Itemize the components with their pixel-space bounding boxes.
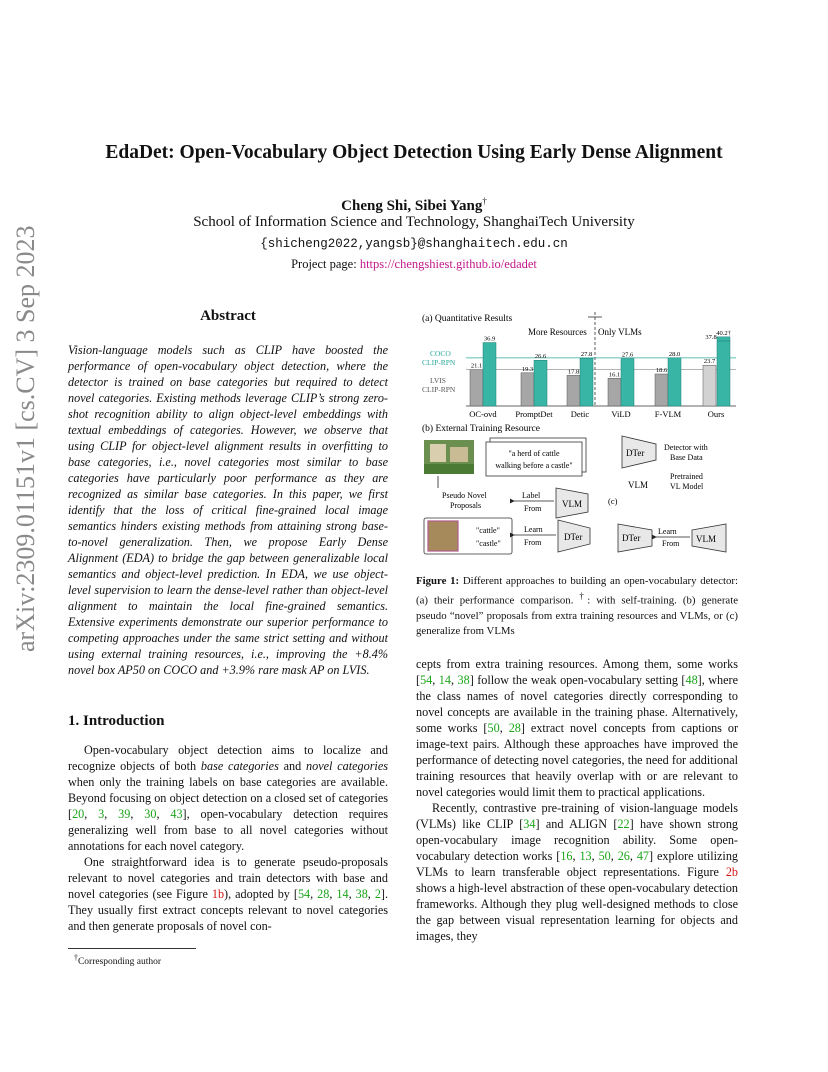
legend-coco-2: CLIP-RPN [422, 358, 456, 367]
footnote-rule [68, 948, 196, 949]
citation-link[interactable]: 38 [355, 887, 368, 901]
bar-chart [466, 330, 736, 419]
citation-link[interactable]: 47 [636, 849, 650, 863]
right-paragraph-2: Recently, contrastive pre-training of vision-language models (VLMs) like CLIP [34] and ALIGN [22] have shown strong open-vocabulary image recognition ability. Some open-vocabulary detection works [16, 13, 50, 26, 47] explore utilizing VLMs to learn transferable object representations. Figure 2b shows a high-level abstraction of these open-vocabulary detection frameworks. Although they plug well-designed methods to close the gap between visual representation learning for objects and images, they [416, 801, 739, 943]
category-label-2: Detic [570, 409, 590, 419]
more-resources-label: More Resources [528, 327, 587, 337]
bar-lvis-1 [521, 373, 534, 406]
label-lvis-1: 19.3 [521, 365, 534, 373]
label-lvis-4: 18.6 [655, 367, 668, 375]
pseudo-label-2: Proposals [450, 501, 482, 510]
castle-word: "castle" [476, 539, 501, 548]
legend-lvis-2: CLIP-RPN [422, 385, 456, 394]
citation-link[interactable]: 2 [374, 887, 381, 901]
learn-from-c-2: From [662, 539, 680, 548]
author-list [0, 196, 828, 215]
bar-lvis-2 [567, 375, 580, 406]
right-paragraph-1: cepts from extra training resources. Among them, some works [54, 14, 38] follow the weak open-vocabulary setting [48], where the class names of novel categories directly corresponding to novel concepts are available in the training phase. Alternatively, some works [50, 28] extract novel concepts from captions or image-text pairs. Although these approaches have improved the performance of detecting novel categories, the need for additional training resources that heavily overlap with or are relevant to novel categories would limit them to practical applications. [416, 657, 739, 799]
bar-lvis-3 [608, 378, 621, 406]
arxiv-stamp-text: arXiv:2309.01151v1 [cs.CV] 3 Sep 2023 [11, 225, 40, 652]
bar-coco-3 [621, 359, 634, 406]
bar-coco-2 [580, 358, 593, 406]
author-names: Cheng Shi, Sibei Yang [341, 198, 483, 214]
label-coco-4: 28.0 [668, 350, 681, 358]
vlm-label-c: VLM [696, 534, 716, 544]
project-page-line [0, 257, 828, 272]
citation-link[interactable]: 16 [560, 849, 573, 863]
caption-line-2: walking before a castle" [495, 461, 573, 470]
vlm-label-b: VLM [562, 499, 582, 509]
legend-dter-2: Base Data [670, 453, 703, 462]
label-lvis-5: 23.7 [703, 358, 716, 366]
dter-label-c: DTer [622, 533, 641, 543]
citation-link[interactable]: 50 [598, 849, 611, 863]
intro-paragraph-2: One straightforward idea is to generate pseudo-proposals relevant to novel categories and train detectors with base and novel categories (see Figure 1b), adopted by [54, 28, 14, 38, 2]. They usually first extract concepts relevant to novel categories and then generate proposals of novel con- [68, 855, 389, 933]
label-ours-self-training: 40.2† [716, 329, 731, 337]
panel-b-title: (b) External Training Resource [422, 424, 540, 434]
legend-vlm-2: VL Model [670, 482, 704, 491]
bar-lvis-0 [470, 370, 483, 406]
citation-link[interactable]: 20 [72, 807, 85, 821]
legend-vlm-1: Pretrained [670, 472, 703, 481]
bar-coco-1 [534, 360, 547, 406]
panel-c-label: (c) [608, 496, 618, 506]
legend-dter-1: Detector with [664, 443, 708, 452]
project-page-label: Project page: [291, 257, 360, 271]
introduction-body [68, 742, 388, 934]
figure-1 [416, 308, 746, 568]
category-label-0: OC-ovd [469, 409, 497, 419]
cattle-word: "cattle" [476, 526, 500, 535]
label-from-2: From [524, 504, 542, 513]
label-coco-2: 27.8 [580, 351, 593, 359]
citation-link[interactable]: 14 [438, 673, 451, 687]
citation-link[interactable]: 14 [336, 887, 349, 901]
label-lvis-0: 21.1 [470, 362, 483, 370]
citation-link[interactable]: 34 [523, 817, 536, 831]
label-coco-3: 27.6 [621, 351, 634, 359]
legend-lvis-1: LVIS [430, 376, 446, 385]
learn-from-c-1: Learn [658, 527, 677, 536]
citation-link[interactable]: 54 [420, 673, 433, 687]
legend-coco-1: COCO [430, 349, 451, 358]
panel-a-title: (a) Quantitative Results [422, 314, 513, 324]
citation-link[interactable]: 39 [118, 807, 131, 821]
vlm-legend-label: VLM [628, 480, 648, 490]
citation-link[interactable]: 26 [617, 849, 630, 863]
citation-link[interactable]: 38 [457, 673, 470, 687]
only-vlms-label: Only VLMs [598, 327, 642, 337]
introduction-heading: 1. Introduction [68, 713, 165, 729]
label-from-1: Label [522, 491, 541, 500]
category-label-4: F-VLM [654, 409, 682, 419]
caption-box [486, 442, 582, 476]
label-coco-5: 37.8 [705, 333, 717, 341]
arxiv-stamp [8, 225, 44, 652]
citation-link[interactable]: 3 [98, 807, 105, 821]
category-label-5: Ours [707, 409, 725, 419]
bar-lvis-4 [655, 374, 668, 406]
label-lvis-2: 17.8 [567, 368, 580, 376]
citation-link[interactable]: 30 [144, 807, 157, 821]
figure-1-caption: Figure 1: Different approaches to building an open-vocabulary detector: (a) their performance comparison. †: with self-training. (b) generate pseudo “novel” proposals from extra training resources and VLMs, or (c) generalize from VLMs [416, 575, 739, 637]
category-label-3: ViLD [611, 409, 631, 419]
bar-lvis-5 [703, 365, 716, 406]
citation-link[interactable]: 48 [685, 673, 698, 687]
label-coco-0: 36.9 [483, 335, 496, 343]
dter-label-b: DTer [564, 532, 583, 542]
bar-coco-0 [483, 343, 496, 406]
citation-link[interactable]: 28 [508, 721, 521, 735]
intro-paragraph-1: Open-vocabulary object detection aims to localize and recognize objects of both base categories and novel categories when only the training labels on base categories are available. Beyond focusing on object detection on a closed set of categories [20, 3, 39, 30, 43], open-vocabulary detection requires generalizing well from base to all novel categories without annotations for each novel category. [68, 743, 389, 853]
project-page-link[interactable]: https://chengshiest.github.io/edadet [359, 257, 537, 271]
citation-link[interactable]: 13 [579, 849, 592, 863]
label-coco-1: 26.6 [534, 353, 547, 361]
paper-title: EdaDet: Open-Vocabulary Object Detection Using Early Dense Alignment [105, 142, 723, 163]
dter-legend-label: DTer [626, 448, 645, 458]
learn-from-1: Learn [524, 525, 543, 534]
bar-coco-5 [717, 337, 730, 406]
label-lvis-3: 16.1 [608, 371, 621, 379]
citation-link[interactable]: 50 [487, 721, 500, 735]
footnote: †Corresponding author [74, 953, 162, 968]
citation-link[interactable]: 43 [170, 807, 183, 821]
cattle-photo [428, 521, 458, 551]
right-column-body [416, 656, 738, 944]
author-emails: {shicheng2022,yangsb}@shanghaitech.edu.cn [260, 237, 568, 251]
figure-reference-link[interactable]: 1b [211, 887, 225, 901]
caption-line-1: "a herd of cattle [508, 449, 560, 458]
pseudo-label-1: Pseudo Novel [442, 491, 487, 500]
learn-from-2: From [524, 538, 542, 547]
citation-link[interactable]: 28 [317, 887, 330, 901]
abstract-heading: Abstract [200, 308, 256, 324]
bar-coco-4 [668, 358, 681, 406]
abstract-text: Vision-language models such as CLIP have boosted the performance of open-vocabulary object detection, where the detector is trained on base categories but required to detect novel categories. Existing methods leverage CLIP’s strong zero-shot recognition ability to align object-level embeddings with textual embeddings of categories. However, we observe that using CLIP for object-level alignment results in overfitting to base categories, i.e., novel categories most similar to base categories have particularly poor performance as they are recognized as similar base categories. In this paper, we first identify that the loss of critical fine-grained local image semantics hinders existing methods from attaining strong base-to-novel generalization. Then, we propose Early Dense Alignment (EDA) to bridge the gap between generalizable local semantics and object-level prediction. In EDA, we use object-level supervision to learn the dense-level rather than object-level alignment to maintain the local fine-grained semantics. Extensive experiments demonstrate our superior performance to competing approaches under the same strict setting and without using external training resources, i.e., improving the +8.4% novel box AP50 on COCO and +3.9% rare mask AP on LVIS. [68, 343, 388, 677]
citation-link[interactable]: 22 [617, 817, 630, 831]
corresponding-mark: † [482, 196, 487, 206]
affiliation: School of Information Science and Technology, ShanghaiTech University [193, 214, 635, 230]
caption-label: Figure 1: [416, 575, 460, 587]
category-label-1: PromptDet [515, 409, 553, 419]
figure-reference-link[interactable]: 2b [725, 865, 738, 879]
figure-1-svg [416, 308, 746, 568]
citation-link[interactable]: 54 [297, 887, 311, 901]
